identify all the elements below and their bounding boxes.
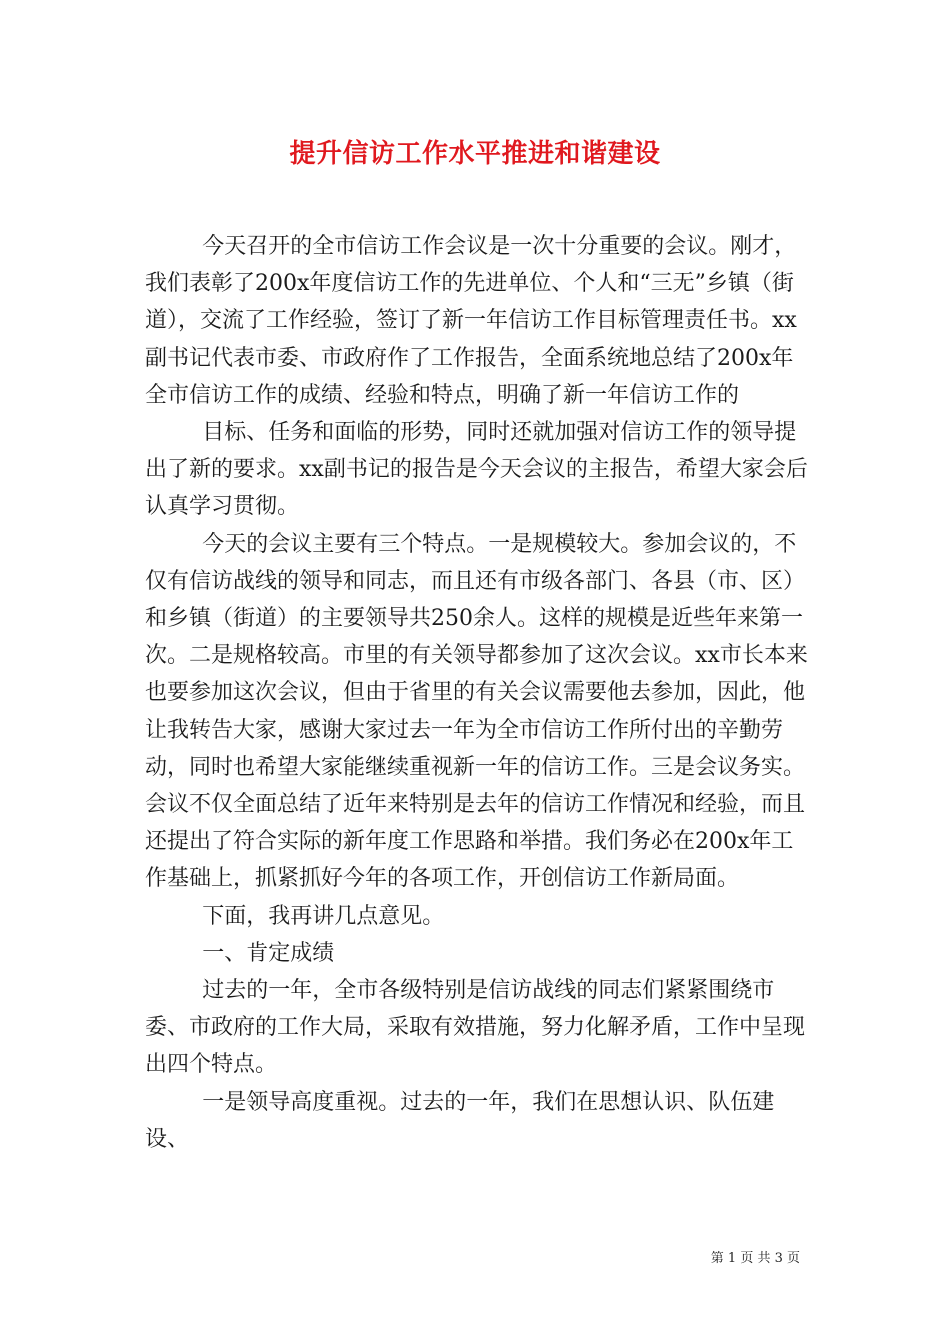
document-title: 提升信访工作水平推进和谐建设 xyxy=(289,139,661,169)
document-body xyxy=(145,228,813,1158)
section-heading: 一、肯定成绩 xyxy=(202,940,335,966)
paragraph-6: 一是领导高度重视。过去的一年，我们在思想认识、队伍建设、 xyxy=(145,1089,775,1152)
paragraph-3: 今天的会议主要有三个特点。一是规模较大。参加会议的，不仅有信访战线的领导和同志，而且还有市级各部门、各县（市、区）和乡镇（街道）的主要领导共250余人。这样的规模是近些年来第一次。二是规格较高。市里的有关领导都参加了这次会议。xx市长本来也要参加这次会议，但由于省里的有关会议需要他去参加，因此，他让我转告大家，感谢大家过去一年为全市信访工作所付出的辛勤劳动，同时也希望大家能继续重视新一年的信访工作。三是会议务实。会议不仅全面总结了近年来特别是去年的信访工作情况和经验，而且还提出了符合实际的新年度工作思路和举措。我们务必在200x年工作基础上，抓紧抓好今年的各项工作，开创信访工作新局面。 xyxy=(145,531,808,892)
paragraph-4: 下面，我再讲几点意见。 xyxy=(202,903,445,929)
page-number: 第 1 页 共 3 页 xyxy=(710,1251,800,1266)
paragraph-5: 过去的一年，全市各级特别是信访战线的同志们紧紧围绕市委、市政府的工作大局，采取有效措施，努力化解矛盾，工作中呈现出四个特点。 xyxy=(145,978,806,1078)
paragraph-1: 今天召开的全市信访工作会议是一次十分重要的会议。刚才，我们表彰了200x年度信访工作的先进单位、个人和“三无”乡镇（街道），交流了工作经验，签订了新一年信访工作目标管理责任书。xx副书记代表市委、市政府作了工作报告，全面系统地总结了200x年全市信访工作的成绩、经验和特点，明确了新一年信访工作的 xyxy=(145,234,797,408)
paragraph-2: 目标、任务和面临的形势，同时还就加强对信访工作的领导提出了新的要求。xx副书记的报告是今天会议的主报告，希望大家会后认真学习贯彻。 xyxy=(145,420,808,520)
